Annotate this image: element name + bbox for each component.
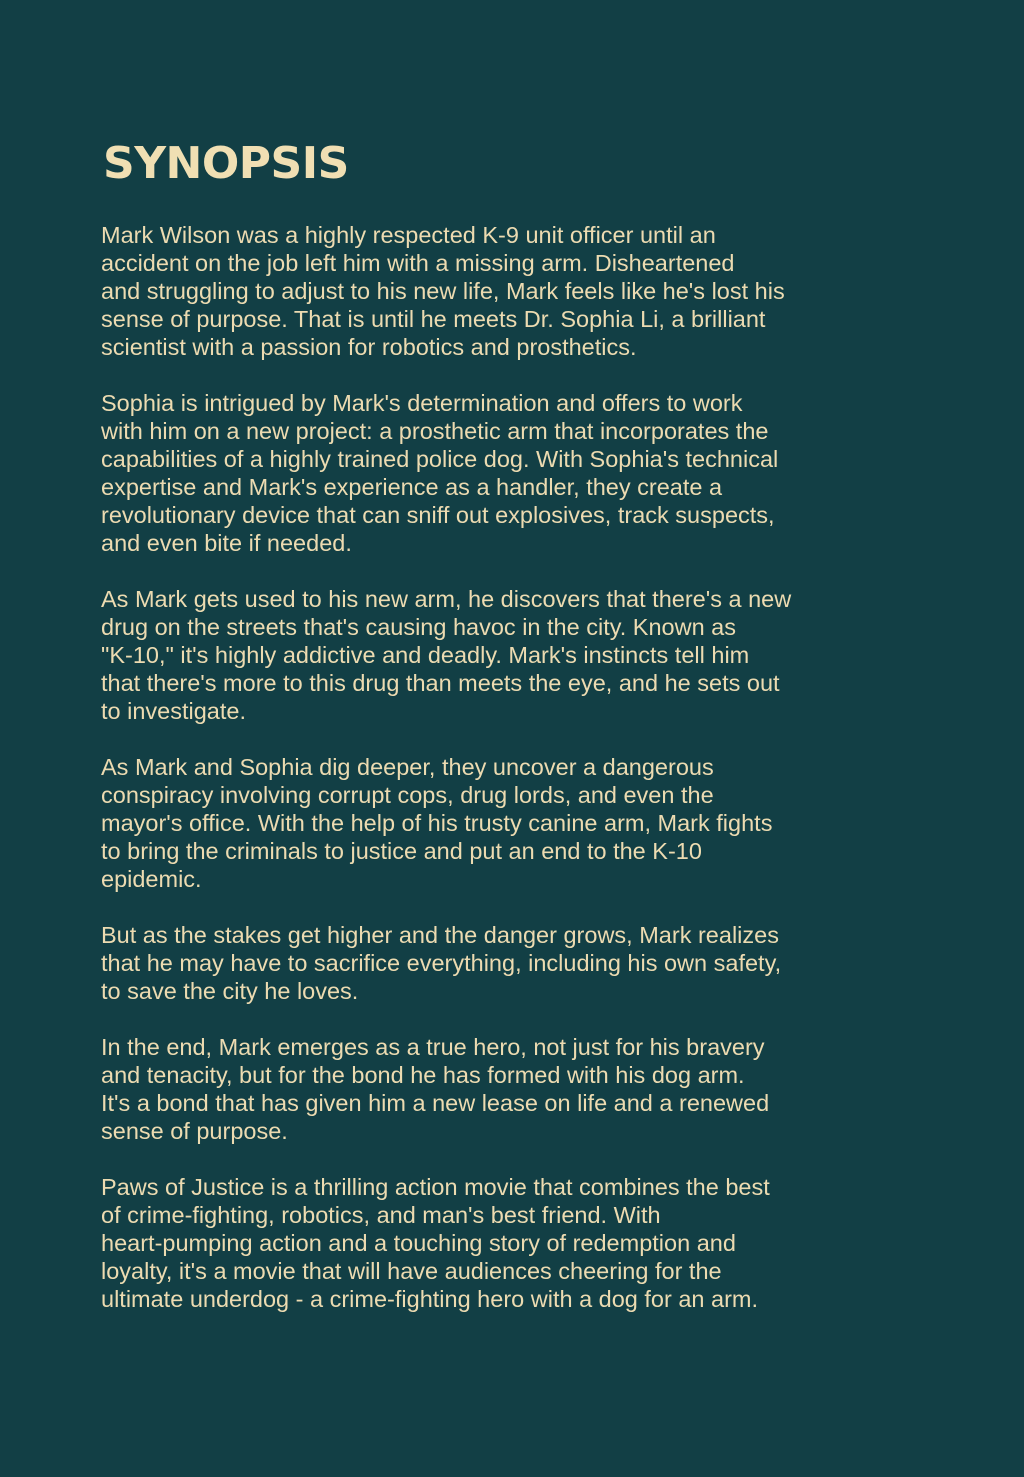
synopsis-paragraph: As Mark and Sophia dig deeper, they uncover a dangerous conspiracy involving corrupt cops, drug lords, and even the mayor's office. With the help of his trusty canine arm, Mark fights to bring the criminals to justice and put an end to the K-10 epidemic. [101,754,773,892]
synopsis-paragraph: Sophia is intrigued by Mark's determination and offers to work with him on a new project: a prosthetic arm that incorporates the capabilities of a highly trained police dog. With Sophia's technical expertise and Mark's experience as a handler, they create a revolutionary device that can sniff out explosives, track suspects, and even bite if needed. [101,390,779,556]
synopsis-paragraph: But as the stakes get higher and the danger grows, Mark realizes that he may have to sacrifice everything, including his own safety, to save the city he loves. [101,922,782,1004]
synopsis-paragraph: Mark Wilson was a highly respected K-9 unit officer until an accident on the job left him with a missing arm. Disheartened and struggling to adjust to his new life, Mark feels like he's lost his sense of purpose. That is until he meets Dr. Sophia Li, a brilliant scientist with a passion for robotics and prosthetics. [101,222,785,360]
page-title: SYNOPSIS [103,138,349,189]
synopsis-body [101,221,961,1341]
synopsis-paragraph: As Mark gets used to his new arm, he discovers that there's a new drug on the streets that's causing havoc in the city. Known as "K-10," it's highly addictive and deadly. Mark's instincts tell him that there's more to this drug than meets the eye, and he sets out to investigate. [101,586,792,724]
synopsis-paragraph: Paws of Justice is a thrilling action movie that combines the best of crime-fighting, robotics, and man's best friend. With heart-pumping action and a touching story of redemption and loyalty, it's a movie that will have audiences cheering for the ultimate underdog - a crime-fighting hero with a dog for an arm. [101,1174,770,1312]
synopsis-paragraph: In the end, Mark emerges as a true hero, not just for his bravery and tenacity, but for the bond he has formed with his dog arm. It's a bond that has given him a new lease on life and a renewed sense of purpose. [101,1034,770,1144]
